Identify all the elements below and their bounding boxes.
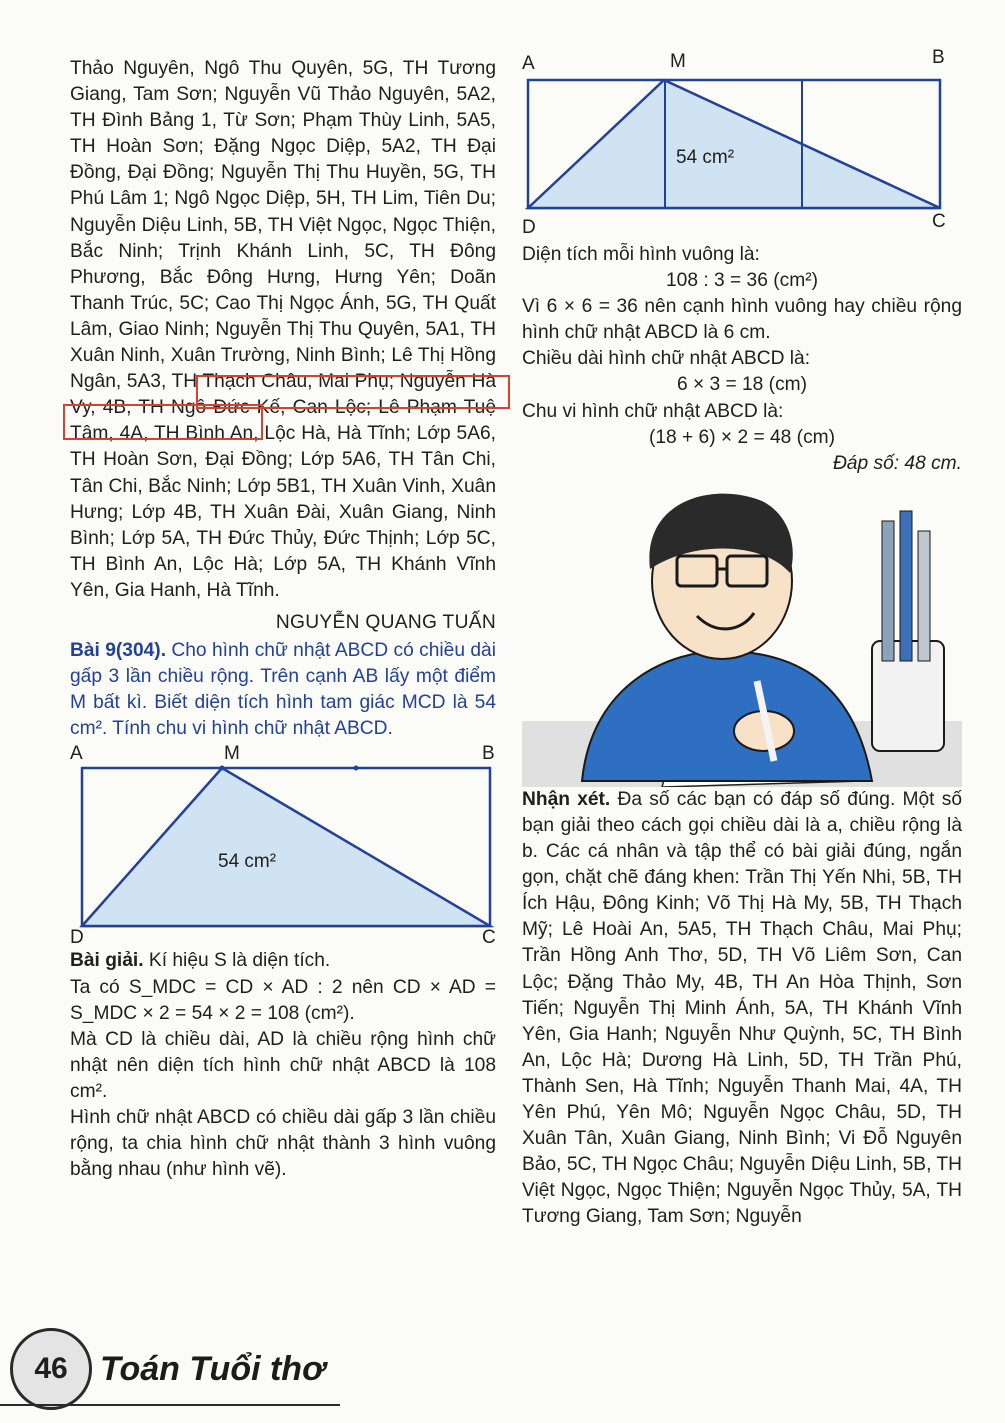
vertex-m-label: M [224,743,240,765]
problem-label: Bài 9(304). [70,640,167,662]
point-divider [354,766,359,771]
solution-intro: Kí hiệu S là diện tích. [148,950,331,972]
calc-area-square: 108 : 3 = 36 (cm²) [666,270,818,292]
vertex-b-label: B [482,743,495,765]
remark-paragraph [522,787,962,1231]
pencil-blue-icon [900,511,912,661]
honor-list-continued: Thảo Nguyên, Ngô Thu Quyên, 5G, TH Tương Giang, Tam Sơn; Nguyễn Vũ Thảo Nguyên, 5A2, TH Đình Bảng 1, Từ Sơn; Phạm Thùy Linh, 5A5, TH Hoàn Sơn; Đặng Ngọc Diệp, 5A2, TH Đại Đồng, Đại Đồng; Nguyễn Thị Thu Huyền, 5G, TH Phú Lâm 1; Ngô Ngọc Diệp, 5H, TH Lim, Tiên Du; Nguyễn Diệu Linh, 5B, TH Việt Ngọc, Ngọc Thiện, Bắc Ninh; Trịnh Khánh Linh, 5C, TH Đông Phương, Bắc Đông Hưng, Hưng Yên; Doãn Thanh Trúc, 5C; Cao Thị Ngọc Ánh, 5G, TH Quất Lâm, Giao Ninh; Nguyễn Thị Thu Quyên, 5A1, TH Xuân Ninh, Xuân Trường, Ninh Bình; Lê Thị Hồng Ngân, 5A3, TH Thạch Châu, Mai Phụ; Nguyễn Hà Vy, 4B, TH Ngô Đức Kế, Can Lộc; Lê Phạm Tuệ Tâm, 4A, TH Bình An, Lộc Hà, Hà Tĩnh; Lớp 5A6, TH Hoàn Sơn, Đại Đồng; Lớp 5A6, TH Tân Chi, Tân Chi, Bắc Ninh; Lớp 5B1, TH Xuân Vinh, Xuân Hưng; Lớp 4B, TH Xuân Đài, Xuân Giang, Ninh Bình; Lớp 5A, TH Đức Thủy, Đức Thịnh; Lớp 5C, TH Bình An, Lộc Hà; Lớp 5A, TH Khánh Vĩnh Yên, Gia Hanh, Hà Tĩnh. [70,58,496,601]
solution-step-2: Mà CD là chiều dài, AD là chiều rộng hình chữ nhật nên diện tích hình chữ nhật ABCD là 108 cm². [70,1028,496,1102]
problem-rectangle-diagram [70,748,496,948]
ruler-icon [882,521,894,661]
problem-text: Cho hình chữ nhật ABCD có chiều dài gấp 3 lần chiều rộng. Trên cạnh AB lấy một điểm M bất kì. Biết diện tích hình tam giác MCD là 54 cm². Tính chu vi hình chữ nhật ABCD. [70,640,496,740]
remark-label: Nhận xét. [522,788,611,810]
vertex-a-label: A [70,743,83,765]
page-number-badge: 46 [10,1328,92,1410]
vertex-b-label-right: B [932,47,945,68]
solution-label: Bài giải. [70,950,144,972]
step-side-square: Vì 6 × 6 = 36 nên cạnh hình vuông hay chiều rộng hình chữ nhật ABCD là 6 cm. [522,296,962,344]
vertex-c-label: C [482,927,496,949]
vertex-m-label-right: M [670,51,686,72]
left-column [70,56,496,1183]
final-answer: Đáp số: 48 cm. [832,452,962,474]
calc-perimeter: (18 + 6) × 2 = 48 (cm) [648,426,836,448]
step-area-square: Diện tích mỗi hình vuông là: [522,244,760,265]
area-label: 54 cm² [218,851,277,873]
problem-figure [70,743,496,949]
solution-intro-line [70,948,496,974]
triangle-mcd-right [528,80,940,208]
remark-text: Đa số các bạn có đáp số đúng. Một số bạn giải theo cách gọi chiều dài là a, chiều rộng là b. Các cá nhân và tập thể có bài giải đúng, ngắn gọn, chặt chẽ đáng khen: Trần Thị Yến Nhi, 5B, TH Ích Hậu, Đông Kinh; Võ Thị Hà My, 5B, TH Thạch Mỹ; Lê Hoài An, 5A5, TH Thạch Châu, Mai Phụ; Trần Hồng Anh Thơ, 5D, TH Võ Liêm Sơn, Can Lộc; Đặng Thảo My, 4B, TH An Hòa Thịnh, Sơn Tiến; Nguyễn Thị Minh Ánh, 5A, TH Khánh Vĩnh Yên, Gia Hanh; Nguyễn Như Quỳnh, 5C, TH Bình An, Lộc Hà; Dương Hà Linh, 5D, TH Trần Phú, Thành Sen, Hà Tĩnh; Nguyễn Thanh Mai, 4A, TH Yên Phú, Yên Mô; Nguyễn Ngọc Châu, 5D, TH Xuân Tân, Xuân Giang, Ninh Bình; Vi Đỗ Nguyên Bảo, 5C, TH Ngọc Châu; Nguyễn Diệu Linh, 5B, TH Việt Ngọc, Ngọc Thiện; Nguyễn Ngọc Thủy, 5A, TH Tương Giang, Tam Sơn; Nguyễn [522,788,962,1228]
vertex-c-label-right: C [932,211,946,232]
step-perimeter: Chu vi hình chữ nhật ABCD là: [522,400,784,422]
triangle-mcd [82,768,490,926]
area-label-right: 54 cm² [676,147,735,168]
shirt-icon [582,651,872,781]
point-m [220,766,225,771]
calc-length: 6 × 3 = 18 (cm) [676,374,808,396]
pencil-grey-icon [918,531,930,661]
boy-writing-icon [522,481,962,787]
cartoon-illustration [522,481,962,787]
problem-statement [70,638,496,742]
highlight-box-bottom [63,404,263,440]
vertex-a-label-right: A [522,53,535,74]
vertex-d-label-right: D [522,217,536,238]
author-signature: NGUYỄN QUANG TUẤN [275,611,496,633]
right-column [522,242,962,1230]
vertex-d-label: D [70,927,84,949]
step-length: Chiều dài hình chữ nhật ABCD là: [522,348,811,370]
magazine-title: Toán Tuổi thơ [100,1350,325,1388]
solution-step-1: Ta có S_MDC = CD × AD : 2 nên CD × AD = S_MDC × 2 = 54 × 2 = 108 (cm²). [70,976,496,1024]
footer-rule [0,1404,340,1406]
solution-figure [520,46,960,236]
three-squares-diagram [520,46,960,236]
solution-step-3: Hình chữ nhật ABCD có chiều dài gấp 3 lần chiều rộng, ta chia hình chữ nhật thành 3 hình vuông bằng nhau (như hình vẽ). [70,1107,496,1181]
